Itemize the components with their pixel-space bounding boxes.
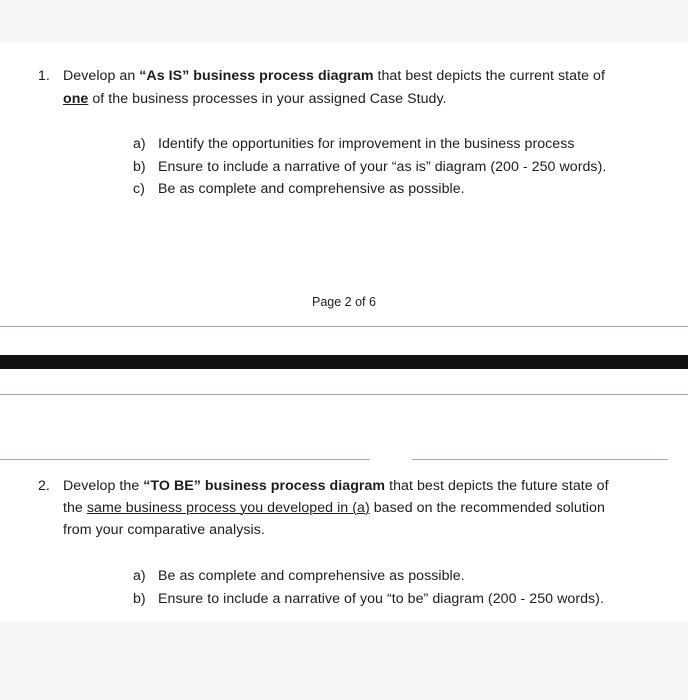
question-2-number: 2. [38, 478, 50, 494]
q1-item-b-text: Ensure to include a narrative of your “as is” diagram (200 - 250 words). [158, 159, 607, 175]
page-top-rule [0, 394, 688, 395]
q1-item-c-marker: c) [133, 181, 145, 197]
question-1-line-2 [63, 88, 447, 110]
question-2-tail: that best depicts the future state of [385, 478, 609, 494]
question-2-line-1 [63, 475, 609, 497]
q1-item-a-marker: a) [133, 136, 146, 152]
page-number: Page 2 of 6 [312, 295, 376, 309]
question-2-line-2-lead: the [63, 500, 87, 516]
page-break-bar [0, 355, 688, 369]
q1-item-c-text: Be as complete and comprehensive as possible. [158, 181, 465, 197]
header-rule-right [412, 459, 668, 460]
question-2-line-2-tail: based on the recommended solution [369, 500, 605, 516]
q2-item-a-text: Be as complete and comprehensive as possible. [158, 568, 465, 584]
question-2-underlined-process: same business process you developed in (a) [86, 500, 370, 516]
question-2-line-2 [63, 497, 605, 519]
q2-item-b-marker: b) [133, 591, 146, 607]
question-1-underlined-one: one [63, 91, 89, 107]
page-bottom-rule [0, 326, 688, 327]
question-1-number: 1. [38, 68, 50, 84]
header-rule-left [0, 459, 370, 460]
question-1-line-2-text: of the business processes in your assigned Case Study. [88, 91, 447, 107]
top-margin-band [0, 0, 688, 42]
page-3-top [0, 369, 688, 622]
question-2-lead: Develop the [63, 478, 144, 494]
q1-item-b-marker: b) [133, 159, 146, 175]
question-1-lead: Develop an [63, 68, 140, 84]
question-1-line-1 [63, 65, 605, 87]
question-2-emphasis: “TO BE” business process diagram [143, 478, 386, 494]
q1-item-a-text: Identify the opportunities for improvement in the business process [158, 136, 575, 152]
question-2-line-3: from your comparative analysis. [63, 522, 265, 538]
q2-item-a-marker: a) [133, 568, 146, 584]
bottom-margin-band [0, 622, 688, 700]
question-1-emphasis: “As IS” business process diagram [139, 68, 374, 84]
q2-item-b-text: Ensure to include a narrative of you “to be” diagram (200 - 250 words). [158, 591, 604, 607]
question-1-tail: that best depicts the current state of [373, 68, 605, 84]
